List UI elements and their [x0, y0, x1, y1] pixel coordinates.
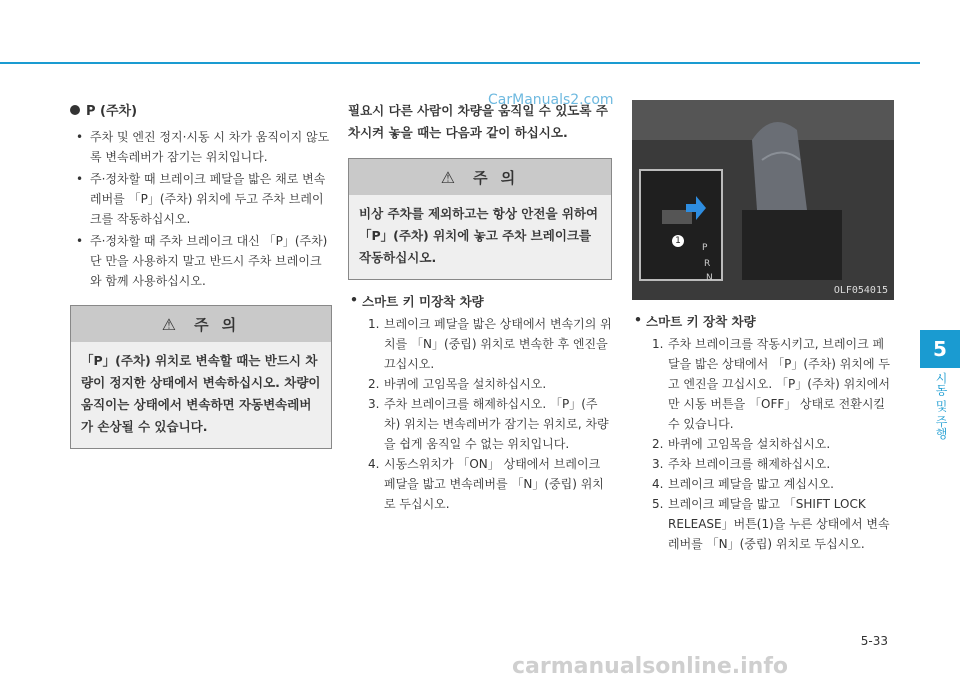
image-code: OLF054015	[833, 285, 888, 296]
caution-box	[70, 305, 332, 449]
list-item: 3. 주차 브레이크를 해제하십시오.	[652, 457, 831, 471]
list-item: 1. 주차 브레이크를 작동시키고, 브레이크 페달을 밟은 상태에서 「P」(주차) 위치에 두고 엔진을 끄십시오. 「P」(주차) 위치에서만 시동 버튼을 「OFF」 상태로 전환시킬 수 있습니다.	[652, 337, 890, 431]
header-rule	[0, 62, 920, 64]
chapter-tab: 5	[920, 330, 960, 368]
warning-triangle-icon: ⚠	[440, 167, 456, 187]
list-item: 2. 바퀴에 고임목을 설치하십시오.	[652, 437, 831, 451]
gear-shift-illustration-icon	[632, 100, 894, 300]
caution-title: 주 의	[473, 168, 520, 187]
watermark-bottom: carmanualsonline.info	[512, 654, 788, 679]
bullet-list	[70, 127, 332, 291]
step-list	[348, 314, 612, 514]
list-item: • 주·정차할 때 주차 브레이크 대신 「P」(주차) 단 만을 사용하지 말고 반드시 주차 브레이크와 함께 사용하십시오.	[70, 231, 332, 291]
intro-text: 필요시 다른 사람이 차량을 움직일 수 있도록 주차시켜 놓을 때는 다음과 같이 하십시오.	[348, 103, 608, 140]
warning-triangle-icon: ⚠	[161, 314, 177, 334]
caution-header	[71, 306, 331, 342]
list-item: 4. 시동스위치가 「ON」 상태에서 브레이크 페달을 밟고 변속레버를 「N」(중립) 위치로 두십시오.	[368, 457, 604, 511]
chapter-label: 시동 및 주행	[934, 372, 948, 440]
svg-text:N: N	[706, 273, 713, 283]
svg-text:R: R	[704, 259, 711, 269]
caution-title: 주 의	[194, 315, 241, 334]
middle-column	[348, 100, 612, 514]
right-column	[632, 100, 894, 554]
caution-box	[348, 158, 612, 280]
subsection-title: • 스마트 키 장착 차량	[632, 312, 894, 330]
svg-text:P: P	[702, 243, 708, 253]
list-item: 5. 브레이크 페달을 밟고 「SHIFT LOCK RELEASE」버튼(1)을 누른 상태에서 변속레버를 「N」(중립) 위치로 두십시오.	[652, 497, 890, 551]
list-item: 3. 주차 브레이크를 해제하십시오. 「P」(주차) 위치는 변속레버가 잠기는 위치로, 차량을 쉽게 움직일 수 없는 위치입니다.	[368, 397, 609, 451]
list-item: 1. 브레이크 페달을 밟은 상태에서 변속기의 위치를 「N」(중립) 위치로 변속한 후 엔진을 끄십시오.	[368, 317, 612, 371]
section-heading	[70, 100, 332, 119]
list-item: • 주·정차할 때 브레이크 페달을 밟은 채로 변속레버를 「P」(주차) 위치에 두고 주차 브레이크를 작동하십시오.	[70, 169, 332, 229]
page-number: 5-33	[860, 634, 888, 648]
list-item: 4. 브레이크 페달을 밟고 계십시오.	[652, 477, 834, 491]
caution-body: 「P」(주차) 위치로 변속할 때는 반드시 차량이 정지한 상태에서 변속하십시오. 차량이 움직이는 상태에서 변속하면 자동변속레버가 손상될 수 있습니다.	[81, 353, 321, 434]
list-item: • 주차 및 엔진 정지·시동 시 차가 움직이지 않도록 변속레버가 잠기는 위치입니다.	[70, 127, 332, 167]
step-list	[632, 334, 894, 554]
shift-lever-photo	[632, 100, 894, 300]
caution-header	[349, 159, 611, 195]
subsection-title: • 스마트 키 미장착 차량	[348, 292, 612, 310]
caution-body: 비상 주차를 제외하고는 항상 안전을 위하여 「P」(주차) 위치에 놓고 주차 브레이크를 작동하십시오.	[359, 206, 599, 265]
bullet-dot-icon	[70, 105, 80, 115]
watermark-top: CarManuals2.com	[488, 92, 614, 108]
left-column	[70, 100, 332, 449]
heading-text: P (주차)	[86, 104, 138, 119]
callout-badge: 1	[672, 235, 684, 247]
list-item: 2. 바퀴에 고임목을 설치하십시오.	[368, 377, 547, 391]
